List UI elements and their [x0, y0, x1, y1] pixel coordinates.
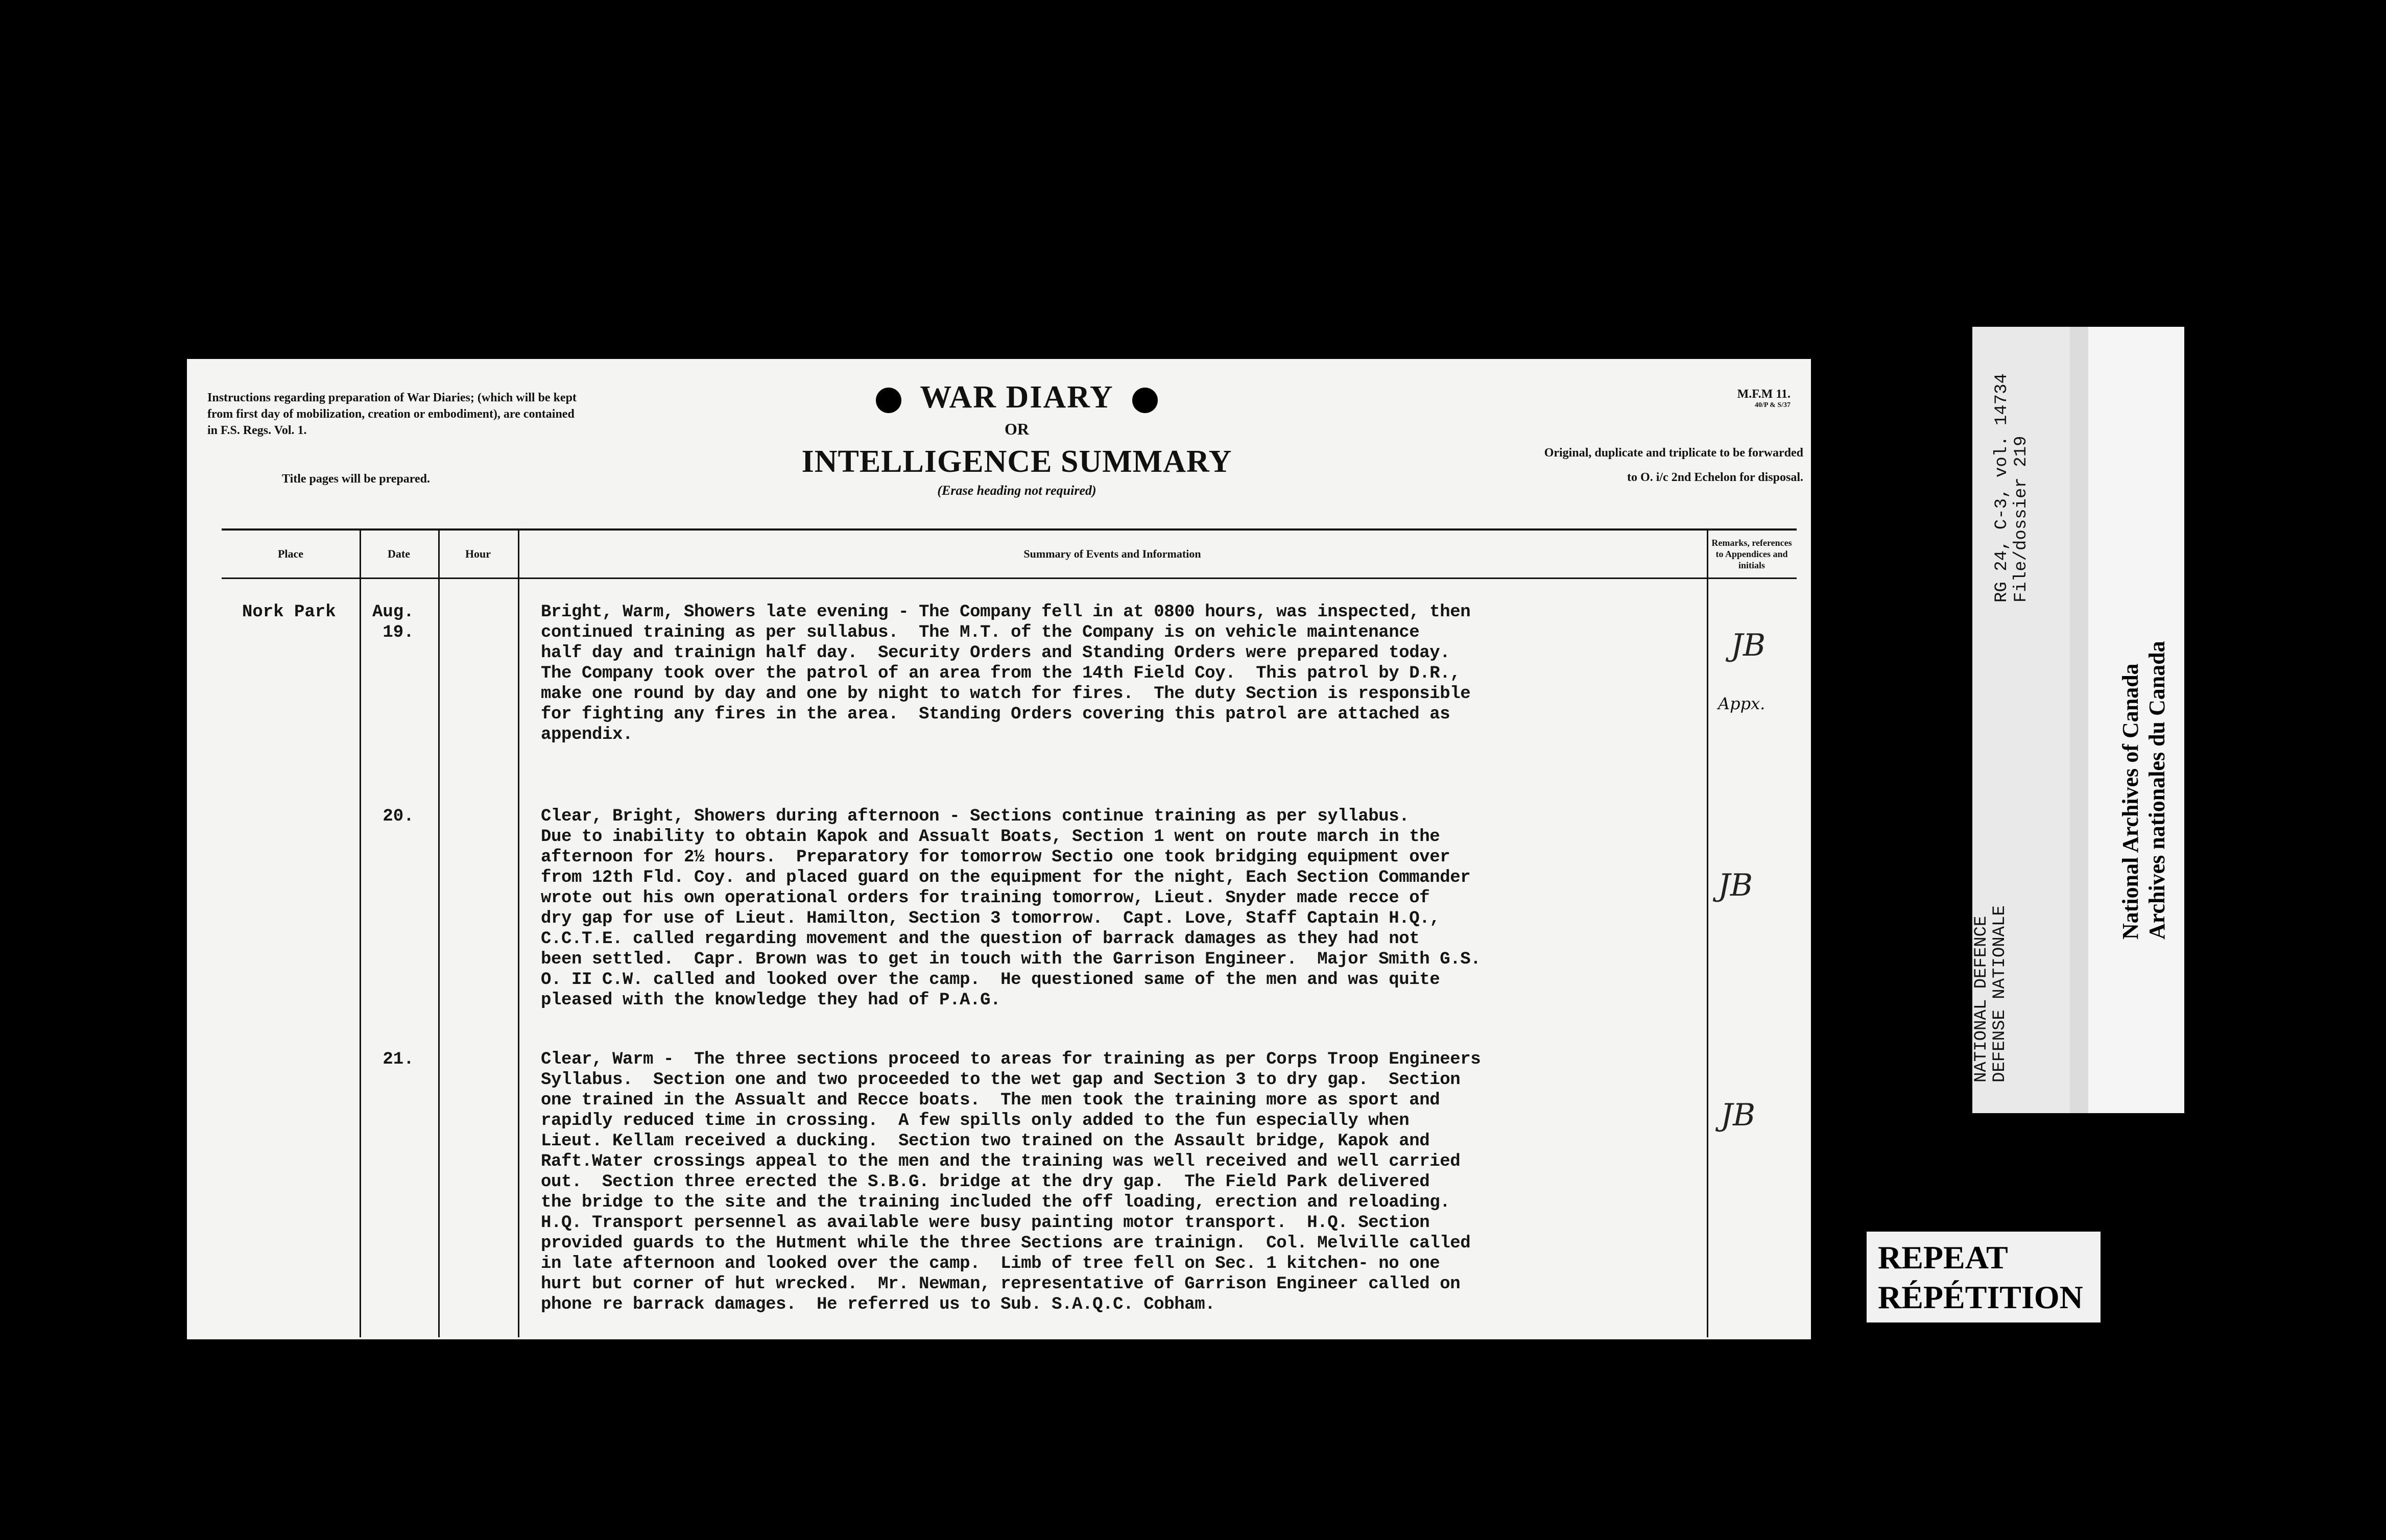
date-cell: 21.	[372, 1050, 414, 1069]
document-heading	[754, 379, 1280, 498]
entry-text: Clear, Bright, Showers during afternoon - Sections continue training as per syllabus. Due to inability to obtain Kapok and Assualt Boats, Section 1 went on route march in the afternoon for 2½ hours. Preparatory for tomorrow Sectio one took bridging equipment over from 12th Fld. Coy. and placed guard on the equipment for the night, Each Section Commander wrote out his own operational orders for training tomorrow, Lieut. Snyder made recce of dry gap for use of Lieut. Hamilton, Section 3 tomorrow. Capt. Love, Staff Captain H.Q., C.C.T.E. called regarding movement and the question of barrack damages as they had not been settled. Capr. Brown was to get in touch with the Garrison Engineer. Major Smith G.S. O. II C.W. called and looked over the camp. He questioned same of the men and was quite pleased with the knowledge they had of P.A.G.	[541, 807, 1481, 1010]
column-divider	[438, 531, 440, 1337]
column-header-summary: Summary of Events and Information	[1023, 547, 1201, 560]
title-pages-note: Title pages will be prepared.	[282, 472, 431, 486]
column-header-place: Place	[277, 547, 304, 560]
spine-defense-nationale: DEFENSE NATIONALE	[1990, 905, 2010, 1082]
initials-signature: JB	[1718, 868, 1753, 903]
column-header-date: Date	[388, 547, 410, 560]
bullet-dot-icon	[1132, 388, 1158, 413]
archives-label	[2070, 327, 2184, 1113]
column-header-remarks: Remarks, references to Appendices and initials	[1711, 538, 1792, 570]
appendix-note: Appx.	[1718, 694, 1765, 713]
spine-reference: RG 24, C-3, vol. 14734	[1992, 373, 2012, 603]
column-divider	[1707, 531, 1708, 1337]
entry-text: Bright, Warm, Showers late evening - The Company fell in at 0800 hours, was inspected, then continued training as per sullabus. The M.T. of the Company is on vehicle maintenance half day and trainign half day. Security Orders and Standing Orders were prepared today. The Company took over the patrol of an area from the 14th Field Coy. This patrol by D.R., make one round by day and one by night to watch for fires. The duty Section is responsible for fighting any fires in the area. Standing Orders covering this patrol are attached as appendix.	[541, 603, 1471, 744]
spine-file: File/dossier 219	[2012, 436, 2031, 603]
archives-label-fr: Archives nationales du Canada	[2144, 641, 2169, 940]
column-header-hour: Hour	[465, 547, 491, 560]
date-cell: Aug. 19.	[372, 603, 414, 642]
date-cell: 20.	[372, 807, 414, 826]
instructions-text: Instructions regarding preparation of War Diaries; (which will be kept from first day of mobilization, creation or embodiment), are contained in F.S. Regs. Vol. 1.	[207, 391, 577, 437]
archives-label-en: National Archives of Canada	[2118, 663, 2143, 940]
heading-or: OR	[1005, 420, 1029, 438]
spine-national-defence: NATIONAL DEFENCE	[1972, 916, 1991, 1082]
column-divider	[360, 531, 361, 1337]
initials-signature: JB	[1731, 628, 1766, 663]
header-divider	[222, 578, 1797, 579]
repeat-stamp: REPEAT RÉPÉTITION	[1867, 1232, 2101, 1322]
heading-war-diary: WAR DIARY	[920, 380, 1114, 415]
diary-table	[222, 528, 1797, 1337]
heading-intelligence-summary: INTELLIGENCE SUMMARY	[801, 444, 1232, 479]
forwarding-instructions: Original, duplicate and triplicate to be forwarded to O. i/c 2nd Echelon for disposal.	[1544, 446, 1803, 484]
war-diary-sheet	[187, 359, 1811, 1339]
form-code: M.F.M 11. 40/P & S/37	[1737, 388, 1791, 409]
initials-signature: JB	[1721, 1097, 1756, 1133]
entry-text: Clear, Warm - The three sections proceed to areas for training as per Corps Troop Engineers Syllabus. Section one and two proceeded to the wet gap and Section 3 to dry gap. Section one trained in the Assualt and Recce boats. The men took the training more as sport and rapidly reduced time in crossing. A few spills only added to the fun especially when Lieut. Kellam received a ducking. Section two trained on the Assault bridge, Kapok and Raft.Water crossings appeal to the men and the training was well received and well carried out. Section three erected the S.B.G. bridge at the dry gap. The Field Park delivered the bridge to the site and the training included the off loading, erection and reloading. H.Q. Transport persennel as available were busy painting motor transport. H.Q. Section provided guards to the Hutment while the three Sections are trainign. Col. Melville called in late afternoon and looked over the camp. Limb of tree fell on Sec. 1 kitchen- no one hurt but corner of hut wrecked. Mr. Newman, representative of Garrison Engineer called on phone re barrack damages. He referred us to Sub. S.A.Q.C. Cobham.	[541, 1050, 1481, 1314]
reference-spine	[1972, 327, 2075, 1113]
erase-heading-note: (Erase heading not required)	[937, 483, 1096, 498]
place-cell: Nork Park	[242, 603, 336, 622]
label-strip	[2070, 327, 2088, 1113]
bullet-dot-icon	[876, 388, 901, 413]
column-divider	[518, 531, 519, 1337]
